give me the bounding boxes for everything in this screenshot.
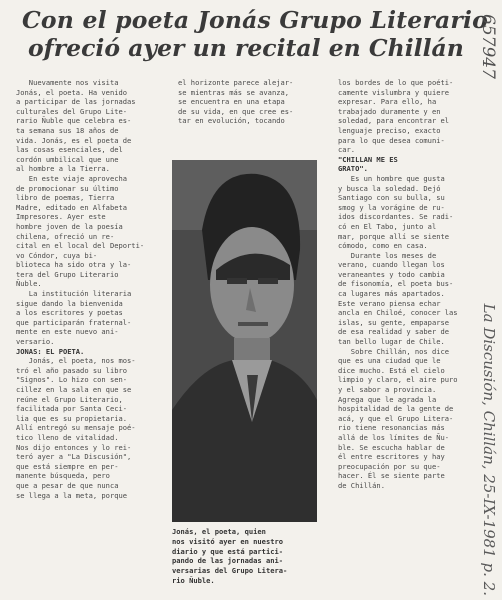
article-line: hospitalidad de la gente de [338,404,454,414]
article-line: hacer. Él se siente parte [338,471,445,481]
article-line: có en El Tabo, junto al [338,221,437,231]
article-line: las cosas esenciales, del [16,145,123,155]
article-line: limpio y claro, el aire puro [338,375,458,385]
article-line: "CHILLAN ME ES [338,154,398,164]
article-line: car. [338,145,356,155]
article-line: ta semana sus 18 años de [16,125,119,135]
article-line: Allí entregó su mensaje poé- [16,423,136,433]
article-line: tan bello lugar de Chile. [338,337,445,347]
headline-line-1: Con el poeta Jonás Grupo Literario [22,6,489,34]
article-line: facilitada por Santa Ceci- [16,404,128,414]
article-line: mente en este nuevo ani- [16,327,119,337]
article-line: GRATO". [338,164,368,174]
article-line: En este viaje aprovecha [16,173,128,183]
article-line: verano, cuando llegan los [338,260,445,270]
article-line: La institución literaria [16,289,132,299]
article-line: y busca la soledad. Dejó [338,183,441,193]
portrait-photo-image [172,160,317,522]
article-line: Nos dijo entonces y lo rei- [16,442,132,452]
article-line: ca lugares más apartados. [338,289,445,299]
article-line: de Chillán. [338,480,385,490]
article-line: a participar de las jornadas [16,97,136,107]
article-line: tera del Grupo Literario [16,269,119,279]
article-line: de su vida, en que cree es- [178,106,294,116]
article-line: mar, porque allí se siente [338,231,450,241]
article-line: Madre, editado en Alfabeta [16,202,128,212]
article-column-3 [338,78,456,491]
article-line: de fisonomía, el poeta bus- [338,279,454,289]
article-line: Santiago con su bulla, su [338,193,445,203]
article-line: cómodo, como en casa. [338,241,428,251]
article-line: blioteca ha sido otra y la- [16,260,132,270]
article-line: Es un hombre que gusta [338,173,445,183]
article-line: "Signos". Lo hizo con sen- [16,375,128,385]
article-line: ble. Se escucha hablar de [338,442,445,452]
article-line: Ñuble. [16,279,42,289]
article-line: él entre escritores y hay [338,452,445,462]
article-line: rario Ñuble que celebra es- [16,116,132,126]
article-line: veraneantes y todo cambia [338,269,445,279]
article-line: libro de poemas, Tierra [16,193,115,203]
article-line: cordón umbilical que une [16,154,119,164]
article-line: rio tiene resonancias más [338,423,445,433]
article-line: expresar. Para ello, ha [338,97,437,107]
article-line: vo Cóndor, cuya bi- [16,250,98,260]
caption-line: diario y que está partici- [172,546,284,556]
article-line: dice mucho. Está el cielo [338,365,445,375]
article-line: hombre joven de la poesía [16,221,123,231]
article-line: Durante los meses de [338,250,437,260]
article-line: Jonás, el poeta. Ha venido [16,87,128,97]
article-line: culturales del Grupo Lite- [16,106,128,116]
article-line: vida. Jonás, es el poeta de [16,135,132,145]
article-line: al hombre a la Tierra. [16,164,110,174]
handwritten-stamp [476,14,500,114]
article-line: smog y la vorágine de ru- [338,202,445,212]
article-line: teró ayer a "La Discusión", [16,452,132,462]
caption-line: pando de las jornadas ani- [172,556,284,566]
article-line: manente búsqueda, pero [16,471,110,481]
caption-line: Jonás, el poeta, quien [172,527,266,536]
article-line: se llega a la meta, porque [16,490,128,500]
article-line: y el sabor a provincia. [338,385,437,394]
photo-caption [172,527,320,586]
article-line: sigue dando la bienvenida [16,298,123,308]
article-line: que es una ciudad que le [338,356,441,366]
article-line: chilena, ofreció un re- [16,231,115,241]
article-line: los bordes de lo que poéti- [338,78,454,87]
article-line: JONAS: EL POETA. [16,346,85,356]
article-line: se encuentra en una etapa [178,97,285,107]
article-line: Nuevamente nos visita [16,78,119,87]
article-line: a los escritores y poetas [16,308,123,318]
article-line: para lo que desea comuni- [338,135,445,145]
article-line: Jonás, el poeta, nos mos- [16,356,136,366]
article-line: Este verano piensa echar [338,298,441,308]
article-line: lia que es su propietaria. [16,413,128,423]
article-column-1 [16,78,166,500]
article-line: el horizonte parece alejar- [178,78,294,87]
caption-line: rio Ñuble. [172,575,215,585]
article-line: tró el año pasado su libro [16,365,128,375]
article-line: ancla en Chiloé, conocer las [338,308,458,318]
article-column-2 [178,78,328,126]
article-line: de promocionar su último [16,183,119,193]
article-line: islas, su gente, empaparse [338,317,450,327]
article-line: idos discordantes. Se radi- [338,212,454,222]
article-line: cillez en la sala en que se [16,385,132,394]
caption-line: nos visitó ayer en nuestro [172,536,284,546]
portrait-photo [172,160,317,522]
article-line: de esa realidad y saber de [338,327,450,337]
handwritten-stamp-text: 657947 [478,14,498,79]
article-line: que a pesar de que nunca [16,480,119,490]
article-line: que está siempre en per- [16,461,119,471]
caption-line: versarias del Grupo Litera- [172,566,288,576]
article-line: que participarán fraternal- [16,317,132,327]
article-line: se mientras más se avanza, [178,87,290,97]
article-line: acá, y que el Grupo Litera- [338,413,454,423]
handwritten-source-note-text: La Discusión, Chillán, 25-IX-1981 p. 2. [480,303,498,596]
headline-line-2: ofreció ayer un recital en Chillán [28,34,464,62]
article-line: preocupación por su que- [338,461,441,471]
article-line: versario. [16,337,55,347]
article-line: cital en el local del Deporti- [16,241,145,251]
article-line: lenguaje preciso, exacto [338,125,441,135]
article-line: Agrega que le agrada la [338,394,437,404]
headline [22,6,489,62]
article-line: tico lleno de vitalidad. [16,432,119,442]
article-line: Sobre Chillán, nos dice [338,346,450,356]
article-line: Impresores. Ayer este [16,212,106,222]
article-line: camente vislumbra y quiere [338,87,450,97]
article-line: tar en evolución, tocando [178,116,285,126]
article-line: reúne el Grupo Literario, [16,394,123,404]
article-line: trabajado duramente y en [338,106,441,116]
article-line: allá de los límites de Ñu- [338,432,450,442]
article-line: soledad, para encontrar el [338,116,450,126]
